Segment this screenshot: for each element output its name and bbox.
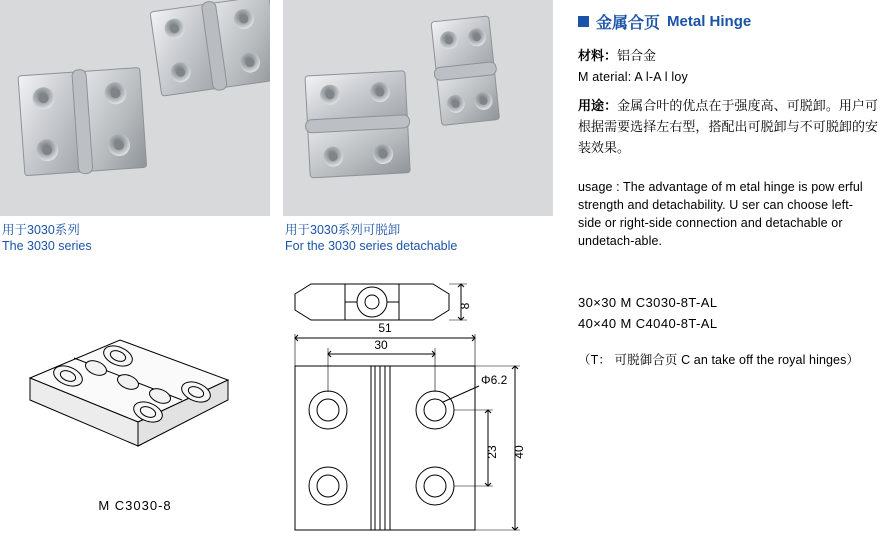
dim-overall-width: 51 [378,321,392,335]
model-codes [578,292,718,334]
material-en: M aterial: A l-A l loy [578,70,688,84]
dim-hole-span-h: 30 [374,338,388,352]
page-title-cn: 金属合页 [596,15,661,32]
technical-drawing [283,262,568,532]
product-photo-3030 [0,0,270,216]
isometric-drawing-label: M C3030-8 [98,498,172,513]
page-title-en: Metal Hinge [667,13,752,30]
footnote: （T： 可脱御合页 C an take off the royal hinges） [578,353,860,367]
photo-caption-1 [2,222,262,254]
hinge-technical-svg [283,262,568,532]
photo-caption-1-cn: 用于3030系列 [2,223,80,237]
page-title [578,10,751,33]
photo-caption-2-en: For the 3030 series detachable [285,239,458,253]
usage-block [578,95,878,158]
model-code-2: 40×40 M C4040-8T-AL [578,316,718,331]
material-label: 材料： [578,48,618,63]
material-block [578,45,878,84]
isometric-drawing [0,300,270,530]
hinge-photo-illustration-2 [283,0,553,216]
dim-hole-span-v: 23 [485,445,499,459]
photo-caption-2-cn: 用于3030系列可脱卸 [285,223,401,237]
dim-hole-diameter: Φ6.2 [481,373,508,387]
hinge-photo-illustration-1 [0,0,270,216]
photo-caption-1-en: The 3030 series [2,239,92,253]
usage-label: 用途： [578,98,618,113]
usage-cn: 金属合叶的优点在于强度高、可脱卸。用户可根据需要选择左右型，搭配出可脱卸与不可脱卸的安装效果。 [578,98,878,155]
dim-thickness: 8 [458,302,472,310]
dim-overall-height: 40 [512,445,526,459]
product-photo-3030-detachable [283,0,553,216]
spec-column [573,0,883,532]
material-value: 铝合金 [617,48,657,63]
usage-en: usage : The advantage of m etal hinge is pow erful strength and detachability. U ser can choose left-side or right-side connection and detachable or undetach-able. [578,180,863,248]
model-code-1: 30×30 M C3030-8T-AL [578,295,718,310]
photo-caption-2 [285,222,555,254]
hinge-isometric-svg [0,300,270,500]
title-bullet-icon [578,16,589,27]
